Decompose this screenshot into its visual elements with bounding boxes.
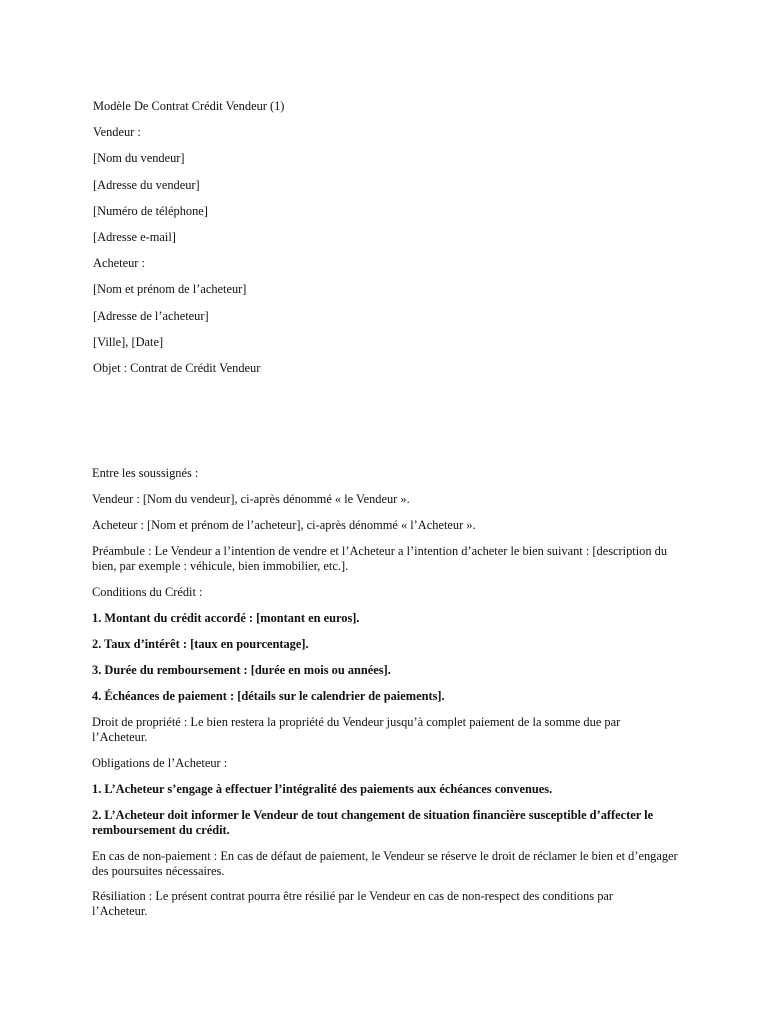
vendor-email: [Adresse e-mail] [93,230,176,244]
buyer-designation: Acheteur : [Nom et prénom de l’acheteur], ci-après dénommé « l’Acheteur ». [92,518,476,532]
city-date: [Ville], [Date] [93,335,164,349]
preamble-paragraph: Préambule : Le Vendeur a l’intention de vendre et l’Acheteur a l’intention d’acheter le bien suivant : [description du bien, par exemple : véhicule, bien immobilier, etc.]. [92,544,668,573]
ownership-paragraph: Droit de propriété : Le bien restera la propriété du Vendeur jusqu’à complet paiement de la somme due par l’Acheteur. [92,715,621,744]
credit-condition-item: 2. Taux d’intérêt : [taux en pourcentage]. [92,637,309,651]
credit-condition-item: 1. Montant du crédit accordé : [montant en euros]. [92,611,360,625]
credit-condition-item: 4. Échéances de paiement : [détails sur le calendrier de paiements]. [92,689,445,703]
buyer-name: [Nom et prénom de l’acheteur] [93,282,247,296]
vendor-label: Vendeur : [93,125,141,139]
buyer-obligations-heading: Obligations de l’Acheteur : [92,756,228,770]
non-payment-paragraph: En cas de non-paiement : En cas de défaut de paiement, le Vendeur se réserve le droit de réclamer le bien et d’engager des poursuites nécessaires. [92,849,678,878]
buyer-address: [Adresse de l’acheteur] [93,309,209,323]
vendor-address: [Adresse du vendeur] [93,178,200,192]
buyer-obligation-item: 2. L’Acheteur doit informer le Vendeur de tout changement de situation financière susceptible d’affecter le remboursement du crédit. [92,808,654,837]
vendor-designation: Vendeur : [Nom du vendeur], ci-après dénommé « le Vendeur ». [92,492,410,506]
contract-object: Objet : Contrat de Crédit Vendeur [93,361,261,375]
vendor-phone: [Numéro de téléphone] [93,204,208,218]
document-title: Modèle De Contrat Crédit Vendeur (1) [93,99,285,113]
buyer-obligation-item: 1. L’Acheteur s’engage à effectuer l’intégralité des paiements aux échéances convenues. [92,782,553,796]
buyer-label: Acheteur : [93,256,145,270]
credit-condition-item: 3. Durée du remboursement : [durée en mois ou années]. [92,663,391,677]
between-heading: Entre les soussignés : [92,466,199,480]
termination-paragraph: Résiliation : Le présent contrat pourra être résilié par le Vendeur en cas de non-respect des conditions par l’Acheteur. [92,889,614,918]
credit-conditions-heading: Conditions du Crédit : [92,585,203,599]
vendor-name: [Nom du vendeur] [93,151,185,165]
